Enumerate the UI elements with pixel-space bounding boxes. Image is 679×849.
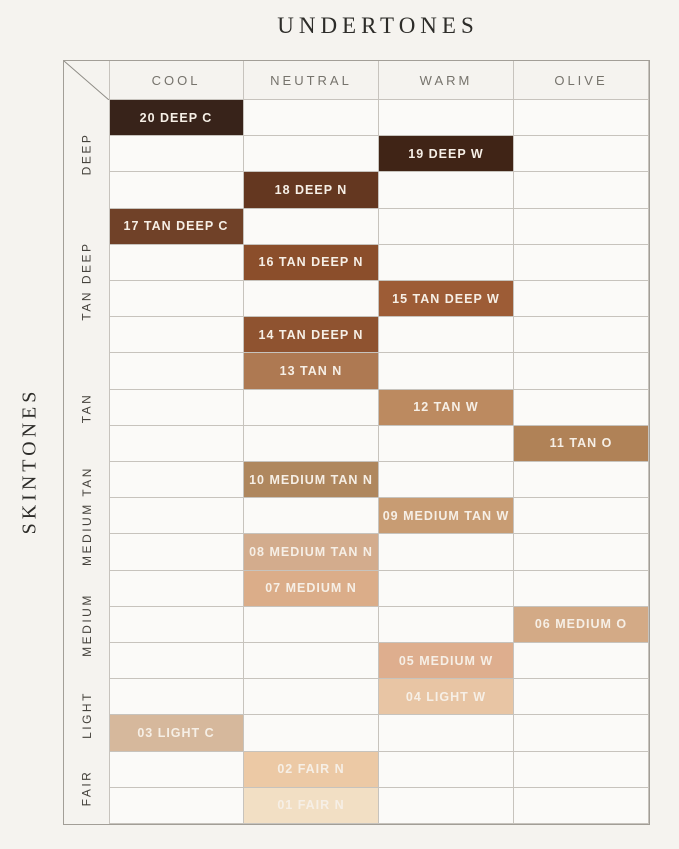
shade-swatch-14-tan-deep-n: 14 TAN DEEP N: [244, 317, 379, 353]
grid-cell: [109, 353, 244, 389]
grid-cell: [379, 534, 514, 570]
grid-cell: [514, 462, 649, 498]
grid-cell: [244, 390, 379, 426]
shade-swatch-02-fair-n: 02 FAIR N: [244, 752, 379, 788]
grid-cell: [379, 571, 514, 607]
grid-cell: [379, 715, 514, 751]
group-label-medium-tan: [64, 462, 109, 571]
grid-cell: [514, 172, 649, 208]
grid-cell: [379, 462, 514, 498]
grid-cell: [514, 353, 649, 389]
grid-cell: [244, 679, 379, 715]
group-label-text: TAN DEEP: [79, 241, 94, 321]
grid-cell: [109, 752, 244, 788]
group-label-text: MEDIUM TAN: [79, 466, 94, 567]
grid-cell: [109, 172, 244, 208]
shade-swatch-08-medium-tan-n: 08 MEDIUM TAN N: [244, 534, 379, 570]
shade-swatch-18-deep-n: 18 DEEP N: [244, 172, 379, 208]
grid-cell: [244, 426, 379, 462]
grid-cell: [514, 571, 649, 607]
label-column-divider: [109, 61, 110, 824]
grid-cell: [244, 643, 379, 679]
grid-cell: [379, 172, 514, 208]
grid-cell: [379, 788, 514, 824]
group-label-deep: [64, 100, 109, 209]
grid-cell: [244, 607, 379, 643]
grid-cell: [244, 209, 379, 245]
grid-cell: [514, 281, 649, 317]
grid-cell: [244, 136, 379, 172]
grid-cell: [244, 498, 379, 534]
shade-swatch-16-tan-deep-n: 16 TAN DEEP N: [244, 245, 379, 281]
grid-cell: [514, 390, 649, 426]
grid-cell: [109, 679, 244, 715]
shade-swatch-13-tan-n: 13 TAN N: [244, 353, 379, 389]
grid-cell: [379, 100, 514, 136]
group-label-text: LIGHT: [79, 691, 94, 740]
group-label-fair: [64, 752, 109, 824]
shade-swatch-05-medium-w: 05 MEDIUM W: [379, 643, 514, 679]
shade-swatch-15-tan-deep-w: 15 TAN DEEP W: [379, 281, 514, 317]
group-label-medium: [64, 571, 109, 680]
column-header-warm: WARM: [379, 61, 514, 100]
grid-cell: [379, 209, 514, 245]
shade-swatch-01-fair-n: 01 FAIR N: [244, 788, 379, 824]
grid-cell: [109, 462, 244, 498]
grid-cell: [109, 245, 244, 281]
shade-swatch-20-deep-c: 20 DEEP C: [109, 100, 244, 136]
grid-cell: [514, 715, 649, 751]
shade-swatch-12-tan-w: 12 TAN W: [379, 390, 514, 426]
grid-cell: [109, 317, 244, 353]
grid-cell: [109, 390, 244, 426]
skintones-label: SKINTONES: [18, 387, 41, 535]
group-label-text: TAN: [79, 392, 94, 423]
grid-cell: [514, 534, 649, 570]
shade-swatch-09-medium-tan-w: 09 MEDIUM TAN W: [379, 498, 514, 534]
grid-cell: [244, 715, 379, 751]
shade-swatch-07-medium-n: 07 MEDIUM N: [244, 571, 379, 607]
shade-swatch-17-tan-deep-c: 17 TAN DEEP C: [109, 209, 244, 245]
grid-cell: [514, 209, 649, 245]
grid-cell: [514, 100, 649, 136]
grid-cell: [109, 788, 244, 824]
grid-cell: [514, 136, 649, 172]
group-label-tan-deep: [64, 209, 109, 354]
group-label-text: DEEP: [79, 132, 94, 176]
group-label-text: FAIR: [79, 769, 94, 807]
undertones-title: UNDERTONES: [277, 13, 479, 38]
shade-swatch-03-light-c: 03 LIGHT C: [109, 715, 244, 751]
grid-cell: [109, 426, 244, 462]
grid-cell: [109, 607, 244, 643]
corner-cell: [64, 61, 109, 100]
grid-cell: [514, 788, 649, 824]
grid-cell: [514, 679, 649, 715]
grid-cell: [379, 752, 514, 788]
group-label-light: [64, 679, 109, 751]
shade-swatch-10-medium-tan-n: 10 MEDIUM TAN N: [244, 462, 379, 498]
grid-cell: [514, 752, 649, 788]
grid-cell: [109, 281, 244, 317]
grid-cell: [514, 498, 649, 534]
grid-cell: [514, 643, 649, 679]
column-header-neutral: NEUTRAL: [244, 61, 379, 100]
grid-cell: [514, 317, 649, 353]
shade-swatch-11-tan-o: 11 TAN O: [514, 426, 649, 462]
grid-cell: [244, 281, 379, 317]
column-header-olive: OLIVE: [514, 61, 649, 100]
shade-swatch-04-light-w: 04 LIGHT W: [379, 679, 514, 715]
grid-cell: [514, 245, 649, 281]
grid-cell: [379, 353, 514, 389]
shade-swatch-06-medium-o: 06 MEDIUM O: [514, 607, 649, 643]
column-header-cool: COOL: [109, 61, 244, 100]
grid-cell: [109, 571, 244, 607]
shade-grid: [63, 60, 650, 825]
grid-cell: [109, 643, 244, 679]
grid-cell: [379, 317, 514, 353]
grid-cell: [109, 498, 244, 534]
group-label-text: MEDIUM: [79, 593, 94, 657]
shade-swatch-19-deep-w: 19 DEEP W: [379, 136, 514, 172]
grid-cell: [109, 534, 244, 570]
grid-cell: [379, 607, 514, 643]
group-label-tan: [64, 353, 109, 462]
grid-cell: [109, 136, 244, 172]
grid-cell: [244, 100, 379, 136]
corner-diagonal-line: [64, 61, 109, 100]
grid-cell: [379, 426, 514, 462]
grid-cell: [379, 245, 514, 281]
